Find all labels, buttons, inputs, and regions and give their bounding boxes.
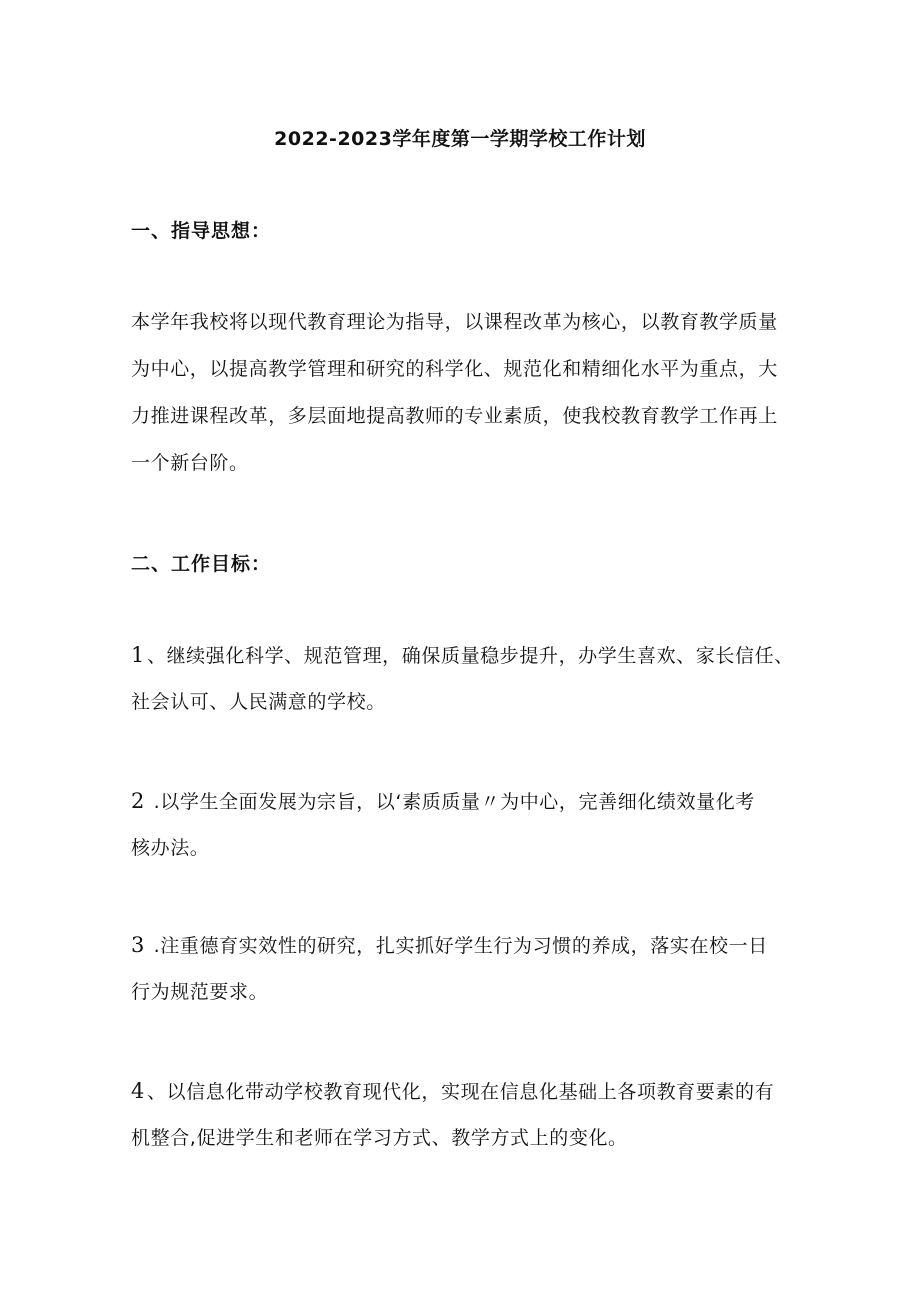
section-heading-work-goals: 二、工作目标： xyxy=(131,553,272,575)
goal-number: 3 xyxy=(131,933,145,957)
goal-text: .注重德育实效性的研究，扎实抓好学生行为习惯的养成，落实在校一日 xyxy=(146,935,768,957)
section-heading-guiding-ideology: 一、指导思想： xyxy=(131,220,272,242)
paragraph-line: 一个新台阶。 xyxy=(131,452,249,474)
goal-text: 、以信息化带动学校教育现代化，实现在信息化基础上各项教育要素的有 xyxy=(146,1081,775,1103)
goal-item-4 xyxy=(131,1068,801,1162)
goal-text: 机整合,促进学生和老师在学习方式、教学方式上的变化。 xyxy=(131,1127,628,1149)
goal-text: 核办法。 xyxy=(131,837,210,859)
paragraph-line: 为中心，以提高教学管理和研究的科学化、规范化和精细化水平为重点，大 xyxy=(131,358,778,380)
goal-number: 1 xyxy=(131,643,145,667)
goal-number: 4 xyxy=(131,1079,145,1103)
document-title: 2022-2023学年度第一学期学校工作计划 xyxy=(274,128,646,150)
goal-text: 、继续强化科学、规范管理，确保质量稳步提升，办学生喜欢、家长信任、 xyxy=(146,645,794,667)
section-paragraph-guiding-ideology xyxy=(131,299,801,487)
goal-item-1 xyxy=(131,632,801,726)
goal-item-3 xyxy=(131,922,801,1016)
paragraph-line: 力推进课程改革，多层面地提高教师的专业素质，使我校教育教学工作再上 xyxy=(131,405,778,427)
paragraph-line: 本学年我校将以现代教育理论为指导，以课程改革为核心，以教育教学质量 xyxy=(131,311,778,333)
goal-text: 社会认可、人民满意的学校。 xyxy=(131,691,386,713)
goal-item-2 xyxy=(131,778,801,872)
goal-number: 2 xyxy=(131,789,145,813)
goal-text: 行为规范要求。 xyxy=(131,981,269,1003)
goal-text: .以学生全面发展为宗旨，以‘素质质量〃为中心，完善细化绩效量化考 xyxy=(146,791,755,813)
